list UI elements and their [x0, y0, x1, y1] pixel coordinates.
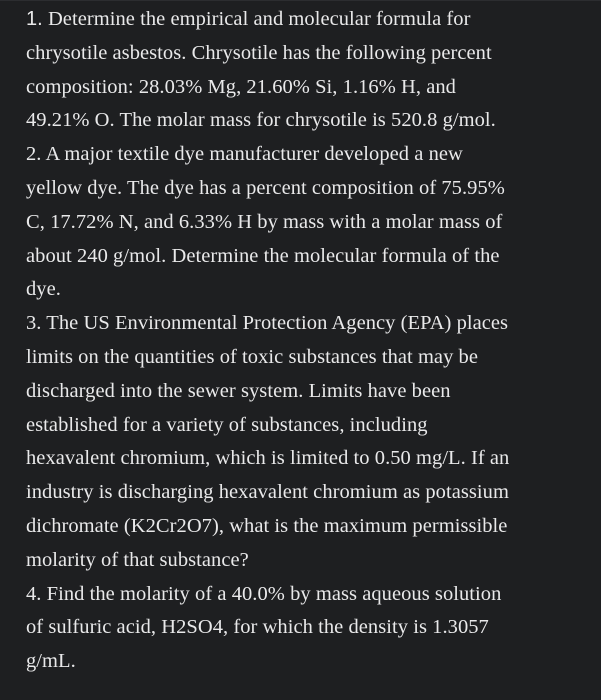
text-line-5: 2. A major textile dye manufacturer developed a new [26, 143, 463, 166]
text-line-3: composition: 28.03% Mg, 21.60% Si, 1.16% H, and [26, 75, 456, 98]
question-1-number: 1. [26, 8, 43, 30]
text-line-19: of sulfuric acid, H2SO4, for which the density is 1.3057 [26, 616, 489, 639]
question-text-block [26, 3, 591, 679]
text-line-1 [26, 3, 591, 37]
text-line-9: dye. [26, 278, 61, 301]
text-line-7: C, 17.72% N, and 6.33% H by mass with a molar mass of [26, 210, 503, 233]
text-line-4: 49.21% O. The molar mass for chrysotile is 520.8 g/mol. [26, 109, 496, 132]
text-line-6: yellow dye. The dye has a percent composition of 75.95% [26, 176, 505, 199]
text-line-16: dichromate (K2Cr2O7), what is the maximum permissible [26, 514, 508, 537]
text-line-20: g/mL. [26, 650, 76, 673]
text-line-10: 3. The US Environmental Protection Agency (EPA) places [26, 312, 509, 335]
text-line-1-content: Determine the empirical and molecular formula for [42, 8, 471, 30]
text-line-12: discharged into the sewer system. Limits have been [26, 379, 451, 402]
text-line-2: chrysotile asbestos. Chrysotile has the following percent [26, 41, 492, 64]
text-line-17: molarity of that substance? [26, 548, 249, 571]
text-line-18: 4. Find the molarity of a 40.0% by mass aqueous solution [26, 582, 502, 605]
text-line-15: industry is discharging hexavalent chromium as potassium [26, 481, 509, 504]
text-line-14: hexavalent chromium, which is limited to 0.50 mg/L. If an [26, 447, 510, 470]
text-line-8: about 240 g/mol. Determine the molecular formula of the [26, 244, 500, 267]
text-line-13: established for a variety of substances, including [26, 413, 428, 436]
text-line-11: limits on the quantities of toxic substances that may be [26, 345, 479, 368]
